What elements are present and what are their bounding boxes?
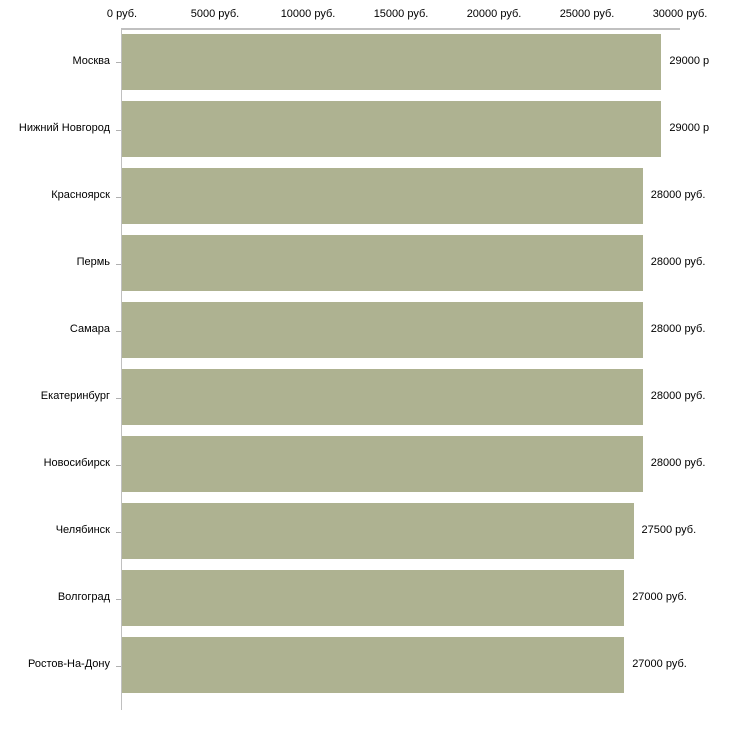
bar-7[interactable]: [122, 503, 634, 559]
bar-value-6: 28000 руб.: [650, 457, 706, 469]
bar-3[interactable]: [122, 235, 643, 291]
bar-5[interactable]: [122, 369, 643, 425]
bar-4[interactable]: [122, 302, 643, 358]
x-tick-label-4: 20000 руб.: [466, 8, 522, 20]
bar-value-9: 27000 руб.: [632, 658, 687, 670]
category-label-6: Новосибирск: [43, 457, 110, 469]
x-tick-label-1: 5000 руб.: [190, 8, 240, 20]
bar-1[interactable]: [122, 101, 661, 157]
bar-8[interactable]: [122, 570, 624, 626]
y-tick-1: [116, 130, 121, 131]
bar-value-4: 28000 руб.: [650, 323, 706, 335]
bar-value-2: 28000 руб.: [650, 189, 706, 201]
y-tick-9: [116, 666, 121, 667]
category-label-3: Пермь: [76, 256, 110, 268]
y-tick-6: [116, 465, 121, 466]
x-tick-label-6: 30000 руб.: [652, 8, 708, 20]
category-label-7: Челябинск: [55, 524, 110, 536]
y-tick-4: [116, 331, 121, 332]
bar-value-3: 28000 руб.: [650, 256, 706, 268]
bar-value-0: 29000 р: [669, 55, 710, 67]
category-label-9: Ростов-На-Дону: [27, 658, 110, 670]
bar-0[interactable]: [122, 34, 661, 90]
y-tick-8: [116, 599, 121, 600]
bar-value-5: 28000 руб.: [650, 390, 706, 402]
y-tick-2: [116, 197, 121, 198]
category-label-8: Волгоград: [57, 591, 110, 603]
bar-2[interactable]: [122, 168, 643, 224]
bar-value-1: 29000 р: [669, 122, 710, 134]
category-label-1: Нижний Новгород: [18, 122, 110, 134]
bar-9[interactable]: [122, 637, 624, 693]
x-tick-label-3: 15000 руб.: [373, 8, 429, 20]
bar-value-7: 27500 руб.: [641, 524, 697, 536]
category-label-0: Москва: [72, 55, 110, 67]
category-label-4: Самара: [69, 323, 110, 335]
y-tick-7: [116, 532, 121, 533]
x-tick-label-0: 0 руб.: [106, 8, 138, 20]
y-tick-5: [116, 398, 121, 399]
bar-value-8: 27000 руб.: [632, 591, 687, 603]
category-label-5: Екатеринбург: [40, 390, 110, 402]
y-tick-3: [116, 264, 121, 265]
category-label-2: Красноярск: [51, 189, 110, 201]
y-tick-0: [116, 62, 121, 63]
top-axis-line: [122, 28, 680, 30]
bar-6[interactable]: [122, 436, 643, 492]
x-tick-label-5: 25000 руб.: [559, 8, 615, 20]
x-tick-label-2: 10000 руб.: [280, 8, 336, 20]
